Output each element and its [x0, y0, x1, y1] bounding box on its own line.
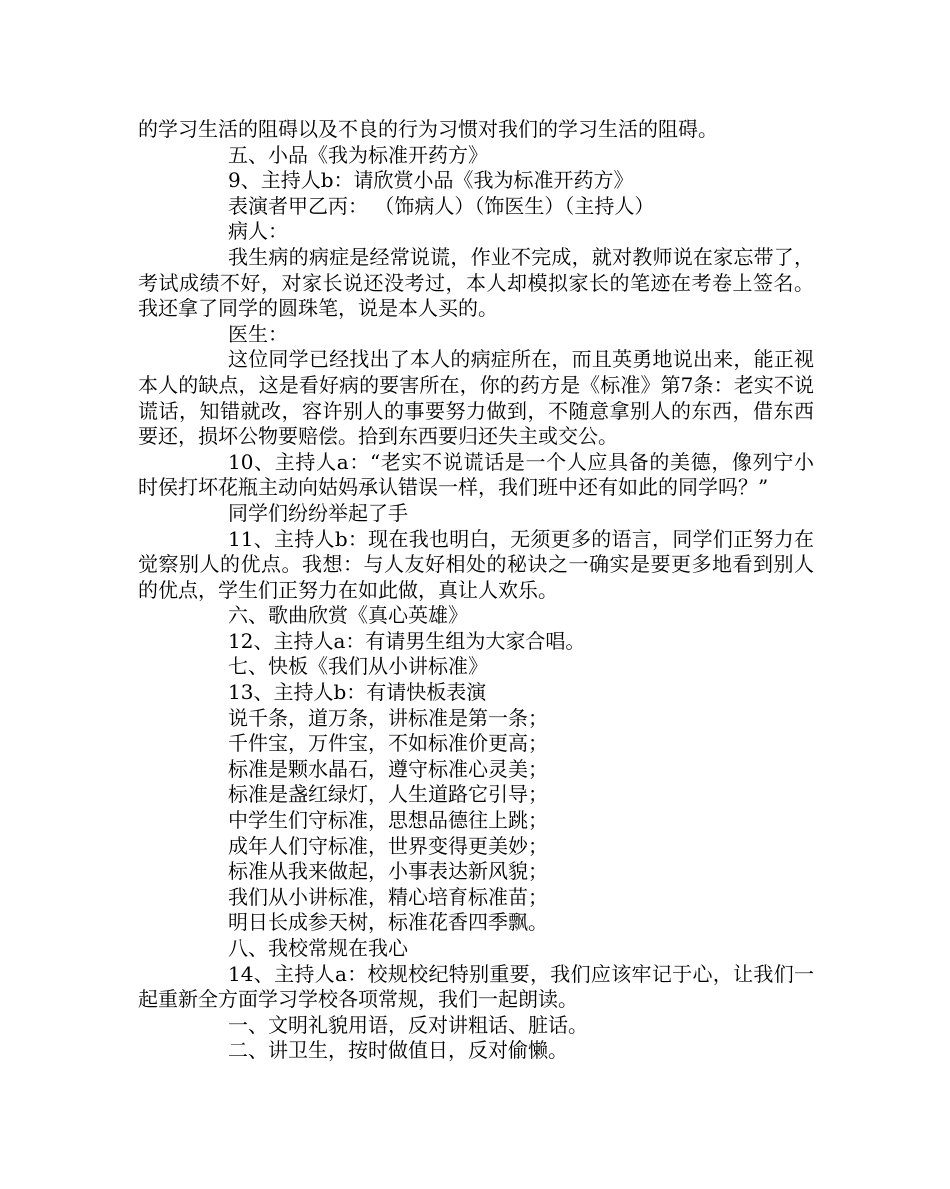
rule-item: 一、文明礼貌用语，反对讲粗话、脏话。	[228, 1012, 588, 1037]
verse-line: 标准从我来做起，小事表达新风貌；	[228, 859, 548, 884]
paragraph: 12、主持人a：有请男生组为大家合唱。	[228, 628, 586, 653]
paragraph: 14、主持人a：校规校纪特别重要，我们应该牢记于心，让我们一起重新全方面学习学校各项常规，我们一起朗读。	[138, 961, 814, 1012]
speaker-label: 病人：	[228, 219, 288, 244]
paragraph: 9、主持人b：请欣赏小品《我为标准开药方》	[228, 168, 634, 193]
paragraph: 表演者甲乙丙： （饰病人）（饰医生）（主持人）	[228, 193, 655, 218]
speaker-label: 医生：	[228, 321, 288, 346]
verse-line: 说千条，道万条，讲标准是第一条；	[228, 705, 548, 730]
verse-line: 标准是颗水晶石，遵守标准心灵美；	[228, 756, 548, 781]
section-heading: 六、歌曲欣赏《真心英雄》	[228, 603, 468, 628]
verse-line: 成年人们守标准，世界变得更美妙；	[228, 833, 548, 858]
verse-line: 明日长成参天树，标准花香四季飘。	[228, 910, 548, 935]
section-heading: 七、快板《我们从小讲标准》	[228, 654, 488, 679]
verse-line: 标准是盏红绿灯，人生道路它引导；	[228, 782, 548, 807]
paragraph: 的学习生活的阻碍以及不良的行为习惯对我们的学习生活的阻碍。	[138, 117, 718, 141]
verse-line: 我们从小讲标准，精心培育标准苗；	[228, 884, 548, 909]
paragraph: 我生病的病症是经常说谎，作业不完成，就对教师说在家忘带了，考试成绩不好，对家长说还没考过，本人却模拟家长的笔迹在考卷上签名。我还拿了同学的圆珠笔，说是本人买的。	[138, 244, 814, 321]
paragraph: 13、主持人b：有请快板表演	[228, 680, 487, 705]
paragraph: 这位同学已经找出了本人的病症所在，而且英勇地说出来，能正视本人的缺点，这是看好病的要害所在，你的药方是《标准》第7条：老实不说谎话，知错就改，容许别人的事要努力做到，不随意拿别人的东西，借东西要还，损坏公物要赔偿。拾到东西要归还失主或交公。	[138, 347, 814, 449]
rule-item: 二、讲卫生，按时做值日，反对偷懒。	[228, 1038, 568, 1063]
verse-line: 中学生们守标准，思想品德往上跳；	[228, 808, 548, 833]
paragraph: 11、主持人b：现在我也明白，无须更多的语言，同学们正努力在觉察别人的优点。我想：与人友好相处的秘诀之一确实是要更多地看到别人的优点，学生们正努力在如此做，真让人欢乐。	[138, 526, 814, 602]
paragraph: 10、主持人a：“老实不说谎话是一个人应具备的美德，像列宁小时侯打坏花瓶主动向姑妈承认错误一样，我们班中还有如此的同学吗？”	[138, 449, 814, 500]
paragraph: 同学们纷纷举起了手	[228, 500, 408, 525]
verse-line: 千件宝，万件宝，不如标准价更高；	[228, 731, 548, 756]
section-heading: 五、小品《我为标准开药方》	[228, 142, 488, 167]
document-body	[138, 117, 814, 1064]
section-heading: 八、我校常规在我心	[228, 936, 408, 960]
